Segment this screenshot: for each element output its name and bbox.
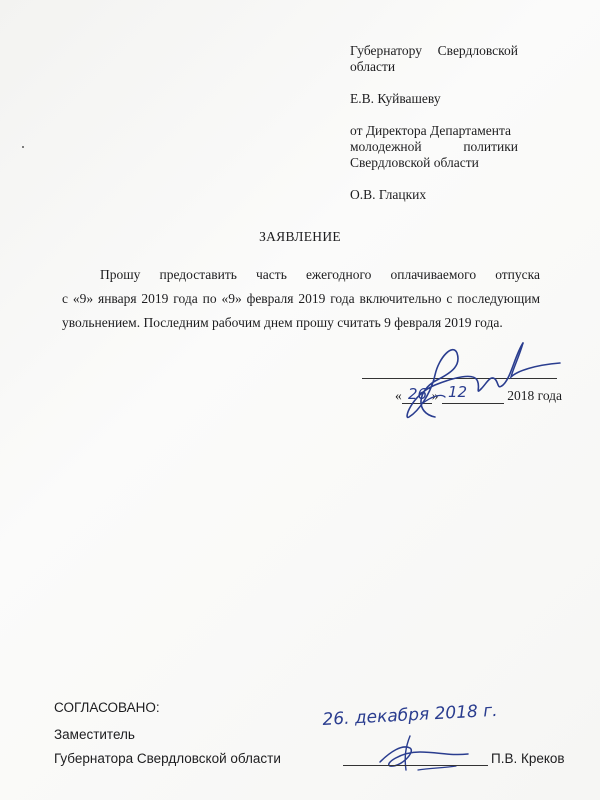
- body-line-2: с «9» января 2019 года по «9» февраля 2019 года включительно с последующим: [62, 291, 540, 306]
- handwritten-approval-date: 26. декабря 2018 г.: [322, 700, 499, 730]
- approver-signature: [360, 722, 490, 777]
- approver-signature-line: [343, 765, 488, 766]
- position-line-2: Губернатора Свердловской области: [54, 751, 281, 766]
- recipient-name: Е.В. Куйвашеву: [350, 91, 441, 106]
- sender-line-1: от Директора Департамента: [350, 123, 512, 138]
- document-title: ЗАЯВЛЕНИЕ: [259, 229, 341, 244]
- paper-speck: [22, 146, 24, 148]
- sender-line-2-b: политики: [463, 139, 518, 154]
- year-text: 2018 года: [507, 388, 563, 403]
- sender-line-2: [350, 138, 518, 155]
- sender-line-3: Свердловской области: [350, 155, 479, 170]
- quote-close: »: [431, 388, 439, 403]
- handwritten-day: 26: [408, 385, 428, 403]
- approved-label: СОГЛАСОВАНО:: [54, 700, 160, 715]
- recipient-line-2: области: [350, 59, 396, 74]
- sender-name: О.В. Глацких: [350, 187, 427, 202]
- sender-line-2-a: молодежной: [350, 139, 422, 154]
- applicant-signature: [395, 335, 565, 425]
- position-line-1: Заместитель: [54, 727, 135, 742]
- body-line-1: Прошу предоставить часть ежегодного оплачиваемого отпуска: [100, 267, 540, 282]
- body-line-3: увольнением. Последним рабочим днем прошу считать 9 февраля 2019 года.: [62, 315, 503, 330]
- recipient-line-1: Губернатору Свердловской: [350, 43, 518, 58]
- approver-name: П.В. Креков: [491, 751, 565, 766]
- handwritten-month: 12: [448, 383, 468, 401]
- quote-open: «: [395, 388, 402, 403]
